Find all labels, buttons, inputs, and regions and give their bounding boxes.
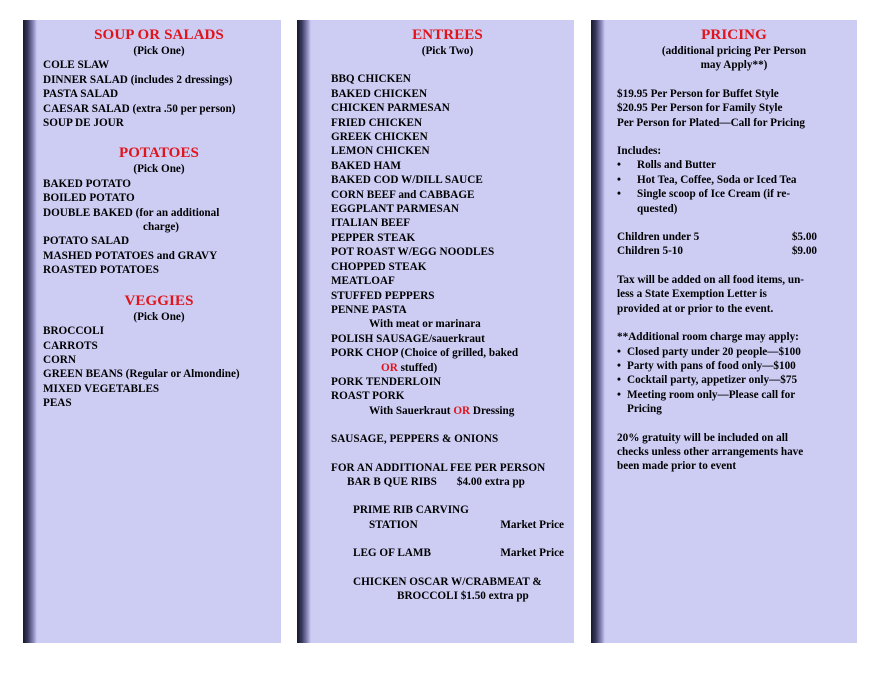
menu-item: CAESAR SALAD (extra .50 per person): [43, 102, 236, 115]
bullet-icon: •: [617, 173, 621, 186]
menu-item: BBQ CHICKEN: [331, 73, 411, 86]
premium-item: PRIME RIB CARVING: [353, 504, 469, 517]
soup-potatoes-veggies-panel: [23, 20, 281, 643]
price-row: [331, 518, 564, 532]
premium-price: $4.00 extra pp: [456, 475, 525, 488]
pricing-subtitle: may Apply**): [700, 59, 768, 72]
bullet-icon: •: [617, 345, 621, 358]
list-item: • Closed party under 20 people—$100: [617, 345, 801, 358]
gratuity-note: 20% gratuity will be included on all: [617, 431, 788, 444]
premium-item: CHICKEN OSCAR W/CRABMEAT &: [353, 575, 542, 588]
menu-item: BAKED CHICKEN: [331, 87, 428, 100]
list-item: • Cocktail party, appetizer only—$75: [617, 374, 798, 387]
premium-item: LEG OF LAMB: [353, 547, 431, 560]
price-line: $19.95 Per Person for Buffet Style: [617, 87, 779, 100]
menu-item: SOUP DE JOUR: [43, 117, 124, 130]
menu-item: BAKED POTATO: [43, 177, 131, 190]
list-item: • Rolls and Butter: [617, 159, 716, 172]
price-line: $20.95 Per Person for Family Style: [617, 102, 783, 115]
children-price-row: [617, 244, 817, 258]
veggies-heading: VEGGIES: [124, 292, 194, 309]
menu-item: PEAS: [43, 397, 72, 410]
menu-item: DINNER SALAD (includes 2 dressings): [43, 73, 233, 86]
menu-item-option: [331, 361, 564, 375]
children-label: Children 5-10: [617, 245, 683, 258]
menu-item: MEATLOAF: [331, 275, 395, 288]
children-label: Children under 5: [617, 231, 700, 244]
menu-item-option-text: Dressing: [472, 404, 515, 417]
pricing-subtitle: (additional pricing Per Person: [661, 45, 807, 57]
price-row: [331, 546, 564, 560]
menu-item: LEMON CHICKEN: [331, 145, 430, 158]
potatoes-pick: (Pick One): [133, 163, 185, 176]
menu-item: BAKED COD W/DILL SAUCE: [331, 174, 483, 187]
entrees-pick: (Pick Two): [421, 45, 474, 57]
or-emphasis: OR: [381, 361, 398, 374]
menu-item: SAUSAGE, PEPPERS & ONIONS: [331, 433, 499, 446]
menu-item: FRIED CHICKEN: [331, 116, 423, 129]
gratuity-note: been made prior to event: [617, 460, 737, 473]
entrees-heading: ENTREES: [412, 27, 483, 43]
menu-item: PASTA SALAD: [43, 88, 119, 101]
bullet-icon: •: [617, 388, 621, 401]
tax-note: Tax will be added on all food items, un-: [617, 273, 805, 286]
pricing-heading: PRICING: [701, 27, 767, 43]
pricing-panel: [591, 20, 857, 643]
bullet-icon: •: [617, 159, 621, 172]
tax-note: provided at or prior to the event.: [617, 302, 774, 315]
menu-item: MASHED POTATOES and GRAVY: [43, 249, 218, 262]
includes-label: Includes:: [617, 145, 662, 158]
menu-item: STUFFED PEPPERS: [331, 289, 435, 302]
menu-item: CORN: [43, 353, 76, 366]
list-item-continued: quested): [637, 202, 678, 215]
list-item: • Hot Tea, Coffee, Soda or Iced Tea: [617, 173, 797, 186]
menu-item: CORN BEEF and CABBAGE: [331, 188, 475, 201]
menu-item: POTATO SALAD: [43, 235, 130, 248]
children-price: $9.00: [791, 245, 817, 258]
soup-salads-pick: (Pick One): [133, 45, 185, 57]
list-item: • Single scoop of Ice Cream (if re-: [617, 188, 791, 201]
menu-item: CARROTS: [43, 339, 98, 352]
soup-salads-heading: SOUP OR SALADS: [94, 27, 224, 43]
bullet-icon: •: [617, 359, 621, 372]
entrees-panel: [297, 20, 574, 643]
menu-item-option: With meat or marinara: [369, 318, 481, 331]
premium-item: BAR B QUE RIBS: [347, 475, 437, 488]
menu-item: ITALIAN BEEF: [331, 217, 411, 230]
menu-item-option: [331, 404, 564, 418]
menu-item: CHOPPED STEAK: [331, 260, 427, 273]
menu-item-option-text: With Sauerkraut: [369, 404, 451, 417]
menu-item: PEPPER STEAK: [331, 231, 416, 244]
menu-item: GREEN BEANS (Regular or Almondine): [43, 368, 240, 381]
menu-item: PORK CHOP (Choice of grilled, baked: [331, 347, 519, 360]
menu-item: EGGPLANT PARMESAN: [331, 203, 459, 216]
price-line: Per Person for Plated—Call for Pricing: [617, 116, 805, 129]
bullet-icon: •: [617, 188, 621, 201]
menu-item: PORK TENDERLOIN: [331, 375, 442, 388]
list-item: • Meeting room only—Please call for: [617, 388, 796, 401]
menu-item: PENNE PASTA: [331, 303, 407, 316]
children-price: $5.00: [791, 231, 817, 244]
or-emphasis: OR: [453, 404, 471, 417]
menu-item: BAKED HAM: [331, 159, 401, 172]
menu-item: POLISH SAUSAGE/sauerkraut: [331, 332, 485, 345]
menu-item: CHICKEN PARMESAN: [331, 102, 450, 115]
room-charge-label: **Additional room charge may apply:: [617, 331, 799, 344]
menu-item: GREEK CHICKEN: [331, 131, 428, 144]
menu-item: BOILED POTATO: [43, 192, 135, 205]
gratuity-note: checks unless other arrangements have: [617, 445, 804, 458]
menu-item: DOUBLE BAKED (for an additional: [43, 206, 220, 219]
menu-item: ROAST PORK: [331, 390, 405, 403]
list-item-continued: Pricing: [627, 403, 662, 416]
menu-item-continued: charge): [143, 221, 180, 234]
tax-note: less a State Exemption Letter is: [617, 288, 767, 301]
list-item: • Party with pans of food only—$100: [617, 359, 796, 372]
menu-item: BROCCOLI: [43, 325, 104, 338]
potatoes-heading: POTATOES: [119, 145, 199, 162]
premium-item-continued: BROCCOLI $1.50 extra pp: [397, 590, 529, 602]
additional-fee-heading: FOR AN ADDITIONAL FEE PER PERSON: [331, 461, 546, 474]
children-price-row: [617, 230, 817, 244]
menu-item: ROASTED POTATOES: [43, 264, 159, 277]
bullet-icon: •: [617, 374, 621, 387]
menu-item-option-text: stuffed): [400, 361, 438, 374]
premium-price: Market Price: [500, 518, 564, 531]
menu-item: POT ROAST W/EGG NOODLES: [331, 246, 495, 259]
menu-item: MIXED VEGETABLES: [43, 382, 160, 395]
price-row: [331, 475, 564, 489]
premium-price: Market Price: [500, 547, 564, 560]
premium-item-continued: STATION: [369, 518, 418, 531]
menu-item: COLE SLAW: [43, 59, 110, 72]
veggies-pick: (Pick One): [133, 310, 185, 323]
